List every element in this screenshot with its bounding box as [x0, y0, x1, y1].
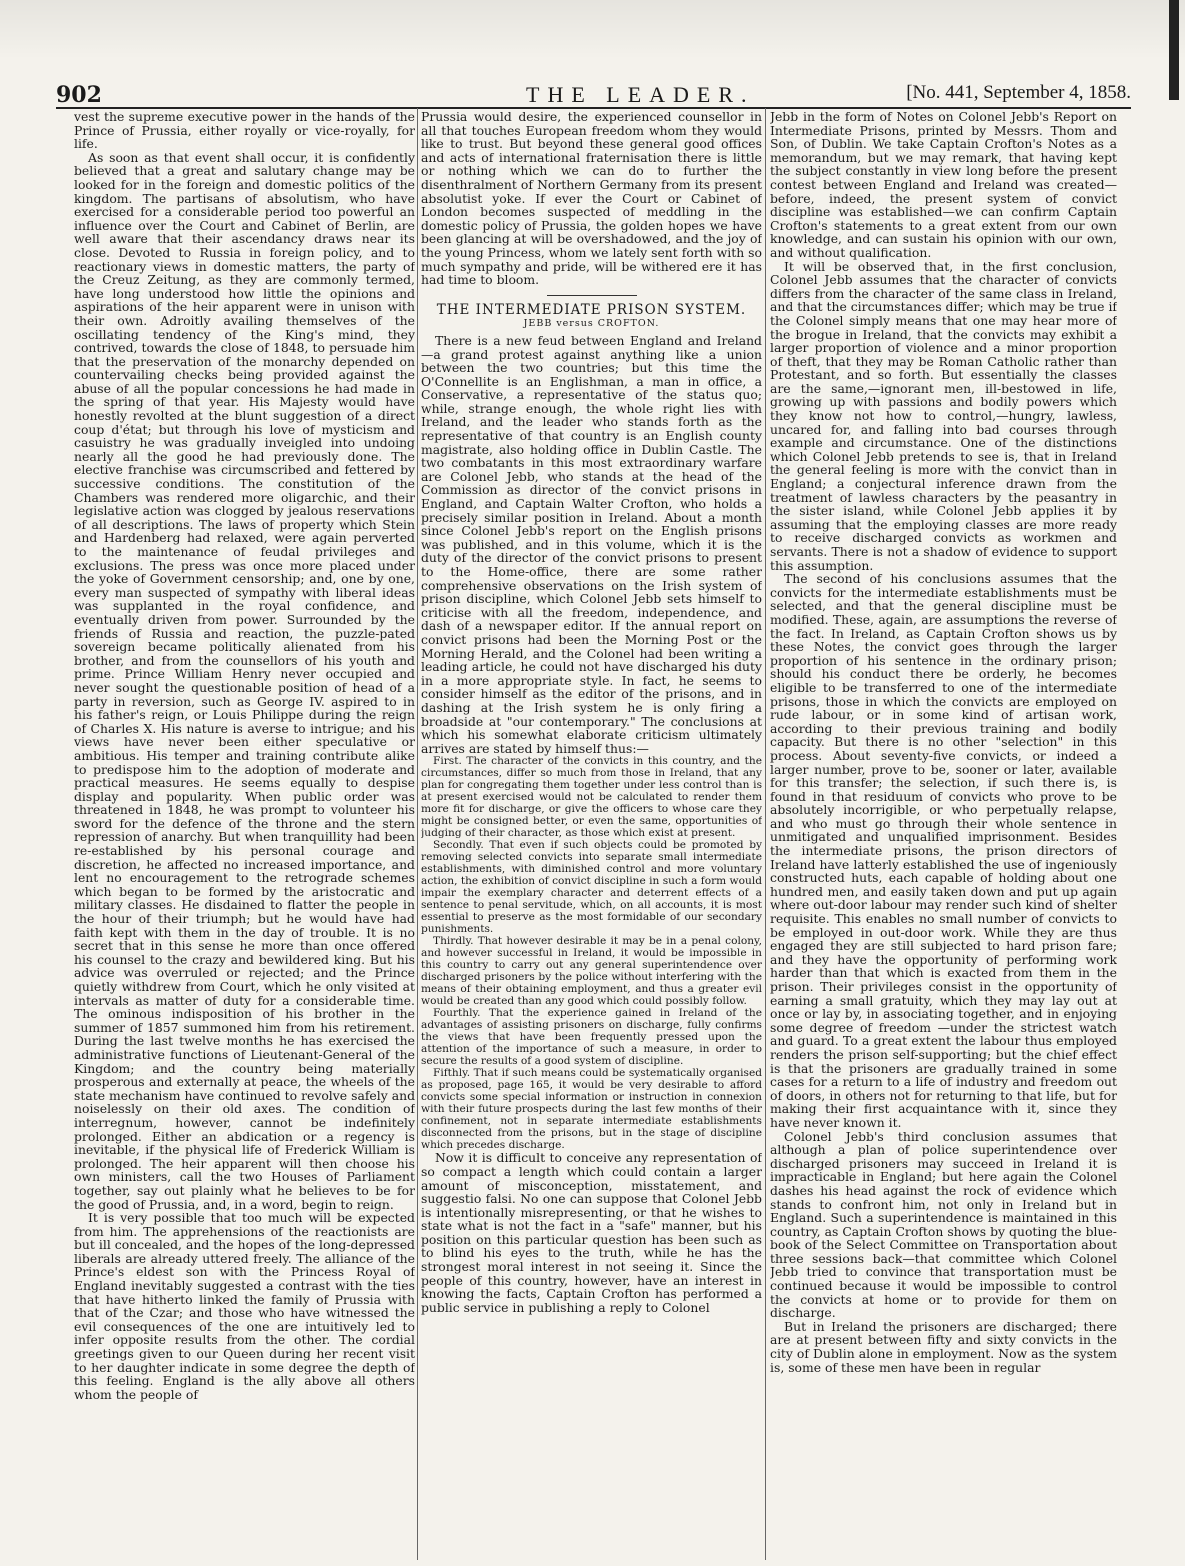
- header-rule: [56, 107, 1131, 109]
- column-1: [74, 110, 415, 1560]
- page-number: 902: [56, 82, 102, 108]
- column-3: [770, 110, 1117, 1560]
- conclusion-2: Secondly. That even if such objects could be promoted by removing selected convicts into separate small intermediate establishments, with diminished control and more voluntary action, the exhibition of convict discipline in such a form would impair the exemplary character and deterrent effects of a sentence to penal servitude, which, on all accounts, it is most essential to preserve as the most formidable of our secondary punishments.: [421, 839, 762, 936]
- paragraph: As soon as that event shall occur, it is confidently believed that a great and salutary change may be looked for in the foreign and domestic politics of the kingdom. The partisans of absolutism, who have exercised for a considerable period too powerful an influence over the Court and Cabinet of Berlin, are well aware that their ascendancy draws near its close. Devoted to Russia in foreign policy, and to reactionary views in domestic matters, the party of the Creuz Zeitung, as they are commonly termed, have long understood how little the opinions and aspirations of the heir apparent were in unison with their own. Adroitly availing themselves of the oscillating tendency of the King's mind, they contrived, towards the close of 1848, to persuade him that the preservation of the monarchy depended on countervailing checks being provided against the abuse of all the popular concessions he had made in the spring of that year. His Majesty would have honestly revolted at the blunt suggestion of a direct coup d'état; but through his love of mysticism and casuistry he was gradually inveigled into undoing nearly all the good he had previously done. The elective franchise was circumscribed and fettered by successive conditions. The constitution of the Chambers was rendered more oligarchic, and their legislative action was clogged by jealous reservations of all descriptions. The laws of property which Stein and Hardenberg had relaxed, were again perverted to the maintenance of feudal privileges and exclusions. The press was once more placed under the yoke of Government censorship; and, one by one, every man suspected of sympathy with liberal ideas was supplanted in the royal confidence, and eventually driven from power. Surrounded by the friends of Russia and reaction, the puzzle-pated sovereign became politically alienated from his brother, and from the counsellors of his youth and prime. Prince William Henry never occupied and never sought the questionable position of head of a party in reversion, such as George IV. aspired to in his father's reign, or Louis Philippe during the reign of Charles X. His nature is averse to intrigue; and his views have never been either speculative or ambitious. His temper and training contribute alike to predispose him to the adoption of moderate and practical measures. He seems equally to despise display and popularity. When public order was threatened in 1848, he was prompt to volunteer his sword for the defence of the throne and the stern repression of anarchy. But when tranquillity had been re-established by his personal courage and discretion, he affected no increased importance, and lent no encouragement to the retrograde schemes which began to be formed by the aristocratic and military classes. He disdained to flatter the people in the hour of their triumph; but he would have had faith kept with them in the day of trouble. It is no secret that in this sense he more than once offered his counsel to the crazy and bewildered king. But his advice was overruled or rejected; and the Prince quietly withdrew from Court, which he only visited at intervals as matter of duty for a considerable time. The ominous indisposition of his brother in the summer of 1857 summoned him from his retirement. During the last twelve months he has exercised the administrative functions of Lieutenant-General of the Kingdom; and the country being materially prosperous and externally at peace, the wheels of the state mechanism have continued to revolve safely and noiselessly on their old axes. The condition of interregnum, however, cannot be indefinitely prolonged. Either an abdication or a regency is inevitable, if the physical life of Frederick William is prolonged. The heir apparent will then choose his own ministers, call the two Houses of Parliament together, say out plainly what he believes to be for the good of Prussia, and, in a word, begin to reign.: [74, 149, 415, 1212]
- conclusion-4: Fourthly. That the experience gained in Ireland of the advantages of assisting prisoners on discharge, fully confirms the views that have been frequently pressed upon the attention of the importance of such a measure, in order to secure the results of a good system of discipline.: [421, 1007, 762, 1068]
- paragraph: It will be observed that, in the first conclusion, Colonel Jebb assumes that the character of convicts differs from the character of the same class in Ireland, and that the circumstances differ; which may be true if the Colonel simply means that one may hear more of the brogue in Ireland, that the convicts may exhibit a larger proportion of violence and a minor proportion of theft, that they may be Roman Catholic rather than Protestant, and so forth. But essentially the classes are the same,—ignorant men, ill-bestowed in life, growing up with passions and bodily powers which they know not how to control,—hungry, lawless, uncared for, and falling into bad courses through example and circumstance. One of the distinctions which Colonel Jebb pretends to see is, that in Ireland the general feeling is more with the convict than in England; a conjectural inference drawn from the treatment of lawless characters by the peasantry in the sister island, while Colonel Jebb applies it by assuming that the employing classes are more ready to receive discharged convicts as workmen and servants. There is not a shadow of evidence to support this assumption.: [770, 258, 1117, 573]
- column-divider: [417, 108, 418, 1560]
- section-title: THE INTERMEDIATE PRISON SYSTEM.: [436, 301, 747, 318]
- paragraph: Prussia would desire, the experienced counsellor in all that touches European freedom whom they would like to trust. But beyond these general good offices and acts of international fraternisation there is little or nothing which we can do to further the disenthralment of Northern Germany from its present absolutist yoke. If ever the Court or Cabinet of London becomes suspected of meddling in the domestic policy of Prussia, the golden hopes we have been glancing at will be overshadowed, and the joy of the young Princess, whom we lately sent forth with so much sympathy and pride, will be withered ere it has had time to bloom.: [421, 110, 762, 288]
- page-header: [56, 82, 1131, 106]
- paragraph: Jebb in the form of Notes on Colonel Jebb's Report on Intermediate Prisons, printed by Messrs. Thom and Son, of Dublin. We take Captain Crofton's Notes as a memorandum, but we may remark, that having kept the subject constantly in view long before the present contest between England and Ireland was created—before, indeed, the present system of convict discipline was established—we can confirm Captain Crofton's statements to a great extent from our own knowledge, and can sustain his opinion with our own, and without qualification.: [770, 110, 1117, 260]
- paragraph: But in Ireland the prisoners are discharged; there are at present between fifty and sixty convicts in the city of Dublin alone in employment. Now as the system is, some of these men have been in regular: [770, 1318, 1117, 1375]
- column-divider: [765, 108, 766, 1560]
- paragraph: vest the supreme executive power in the hands of the Prince of Prussia, either royally or vice-royally, for life.: [74, 110, 415, 152]
- column-2: [421, 110, 762, 1560]
- conclusion-1: First. The character of the convicts in this country, and the circumstances, differ so much from those in Ireland, that any plan for congregating them together under less control than is at present exercised would not be calculated to render them more fit for discharge, or give the officers to whose care they might be consigned better, or even the same, opportunities of judging of their character, as those which exist at present.: [421, 755, 762, 840]
- paragraph: Colonel Jebb's third conclusion assumes that although a plan of police superintendence over discharged prisoners may succeed in Ireland it is impracticable in England; but here again the Colonel dashes his head against the rock of evidence which stands to confront him, not only in Ireland but in England. Such a superintendence is maintained in this country, as Captain Crofton shows by quoting the blue-book of the Select Committee on Transportation about three sessions back—that committee which Colonel Jebb tried to convince that transportation must be continued because it would be impossible to control the convicts at home or to provide for them on discharge.: [770, 1128, 1117, 1321]
- newspaper-title: THE LEADER.: [526, 82, 755, 107]
- scan-edge-mark: [1169, 0, 1179, 100]
- conclusion-5: Fifthly. That if such means could be systematically organised as proposed, page 165, it would be very desirable to afford convicts some special information or instruction in connexion with their future prospects during the last few months of their confinement, not in separate intermediate establishments disconnected from the prisons, but in the stage of discipline which precedes discharge.: [421, 1067, 762, 1152]
- issue-info: [No. 441, September 4, 1858.: [906, 82, 1131, 103]
- paragraph: There is a new feud between England and Ireland —a grand protest against anything like a union between the two countries; but this time the O'Connellite is an Englishman, a man in office, a Conservative, a representative of the status quo; while, strange enough, the whole right lies with Ireland, and the leader who stands forth as the representative of that country is an English county magistrate, also holding office in Dublin Castle. The two combatants in this most extraordinary warfare are Colonel Jebb, who stands at the head of the Commission as director of the convict prisons in England, and Captain Walter Crofton, who holds a precisely similar position in Ireland. About a month since Colonel Jebb's report on the English prisons was published, and in this volume, which it is the duty of the director of the convict prisons to present to the Home-office, there are some rather comprehensive observations on the Irish system of prison discipline, which Colonel Jebb sets himself to criticise with all the freedom, independence, and dash of a newspaper editor. If the annual report on convict prisons had been the Morning Post or the Morning Herald, and the Colonel had been writing a leading article, he could not have discharged his duty in a more appropriate style. In fact, he seems to consider himself as the editor of the prisons, and in dashing at the Irish system he is only firing a broadside at "our contemporary." The conclusions at which his somewhat elaborate criticism ultimately arrives are stated by himself thus:—: [421, 332, 762, 756]
- section-subtitle: JEBB versus CROFTON.: [523, 318, 660, 330]
- conclusion-3: Thirdly. That however desirable it may be in a penal colony, and however successful in Ireland, it would be impossible in this country to carry out any general superintendence over discharged prisoners by the police without interfering with the means of their obtaining employment, and thus a greater evil would be created than any good which could possibly follow.: [421, 935, 762, 1008]
- quoted-conclusions: [421, 755, 762, 1151]
- section-rule: [547, 295, 637, 296]
- paragraph: It is very possible that too much will be expected from him. The apprehensions of the reactionists are but ill concealed, and the hopes of the long-depressed liberals are already uttered freely. The alliance of the Prince's eldest son with the Princess Royal of England inevitably suggested a contrast with the ties that have hitherto linked the family of Prussia with that of the Czar; and those who have witnessed the evil consequences of the one are intuitively led to infer opposite results from the other. The cordial greetings given to our Queen during her recent visit to her daughter indicate in some degree the depth of this feeling. England is the ally above all others whom the people of: [74, 1210, 415, 1402]
- scan-shading: [0, 0, 1185, 60]
- paragraph: The second of his conclusions assumes that the convicts for the intermediate establishments must be selected, and that the general discipline must be modified. These, again, are assumptions the reverse of the fact. In Ireland, as Captain Crofton shows us by these Notes, the convict goes through the larger proportion of his sentence in the ordinary prison; should his conduct there be orderly, he becomes eligible to be transferred to one of the intermediate prisons, those in which the convicts are employed on rude labour, or in some kind of artisan work, according to their previous training and bodily capacity. But there is no other "selection" in this process. About seventy-five convicts, or indeed a larger number, prove to be, sooner or later, available for this transfer; the selection, if such there is, is found in that residuum of convicts who prove to be absolutely incorrigible, or who perpetually relapse, and who must go through their whole sentence in unmitigated and unqualified imprisonment. Besides the intermediate prisons, the prison directors of Ireland have latterly established the use of ingeniously constructed huts, each capable of holding about one hundred men, and easily taken down and put up again where out-door labour may render such kind of shelter requisite. This enables no small number of convicts to be employed in out-door work. While they are thus engaged they are still subjected to hard prison fare; and they have the opportunity of performing work harder than that which is exacted from them in the prison. Their privileges consist in the opportunity of earning a small gratuity, which they may lay out at once or lay by, in associating together, and in enjoying some degree of freedom —under the strictest watch and guard. To a great extent the labour thus employed renders the prison self-supporting; but the chief effect is that the prisoners are gradually trained in some cases for a return to a life of industry and freedom out of doors, in others not for returning to that life, but for making their first acquaintance with it, since they have never known it.: [770, 571, 1117, 1130]
- paragraph: Now it is difficult to conceive any representation of so compact a length which could contain a larger amount of misconception, misstatement, and suggestio falsi. No one can suppose that Colonel Jebb is intentionally misrepresenting, or that he wishes to state what is not the fact in a "safe" manner, but his position on this particular question has been such as to blind his eyes to the truth, while he has the strongest moral interest in not seeing it. Since the people of this country, however, have an interest in knowing the facts, Captain Crofton has performed a public service in publishing a reply to Colonel: [421, 1150, 762, 1315]
